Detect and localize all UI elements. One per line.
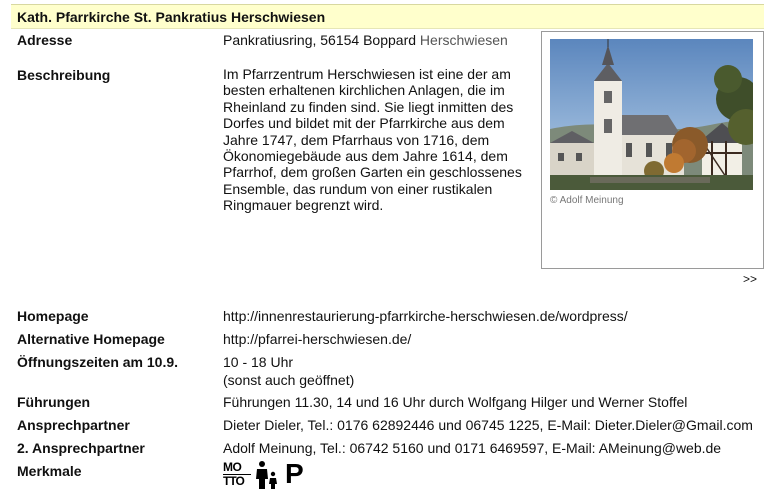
photo-copyright: © Adolf Meinung: [550, 195, 624, 206]
description-line: Ökonomiegebäude aus dem Jahre 1614, dem: [223, 148, 508, 165]
description-line: Ensemble, das rundum von einer rustikalen: [223, 180, 493, 197]
second-contact-value: Adolf Meinung, Tel.: 06742 5160 und 0171 6469597, E-Mail: AMeinung@web.de: [223, 440, 722, 456]
contact-value: Dieter Dieler, Tel.: 0176 62892446 und 06745 1225, E-Mail: Dieter.Dieler@Gmail.com: [223, 417, 753, 433]
address-value: [223, 32, 508, 48]
motto-icon-bottom: TTO: [223, 474, 244, 488]
description-label: Beschreibung: [17, 67, 111, 83]
description-line: besten erhaltenen kirchlichen Anlagen, die im: [223, 82, 505, 99]
tours-label: Führungen: [17, 394, 91, 410]
homepage-label: Homepage: [17, 308, 89, 324]
description-text: [223, 66, 528, 214]
title-bar: [11, 4, 764, 29]
address-district-link[interactable]: Herschwiesen: [419, 32, 508, 48]
motto-icon-top: MO: [223, 460, 242, 474]
second-contact-label: 2. Ansprechpartner: [17, 440, 145, 456]
opening-hours-value: 10 - 18 Uhr: [223, 354, 294, 370]
description-line: Pfarrhof, dem großen Garten ein geschlossenes: [223, 164, 522, 181]
alt-homepage-label: Alternative Homepage: [17, 331, 165, 347]
family-icon: [254, 461, 280, 489]
description-line: Im Pfarrzentrum Herschwiesen ist eine der am: [223, 66, 511, 82]
address-label: Adresse: [17, 32, 73, 48]
address-street: Pankratiusring, 56154 Boppard: [223, 32, 417, 48]
page-title: Kath. Pfarrkirche St. Pankratius Herschwiesen: [17, 9, 326, 25]
church-photo[interactable]: [550, 39, 753, 190]
more-photos-link[interactable]: >>: [743, 272, 758, 286]
tours-value: Führungen 11.30, 14 und 16 Uhr durch Wolfgang Hilger und Werner Stoffel: [223, 394, 688, 410]
alt-homepage-link[interactable]: http://pfarrei-herschwiesen.de/: [223, 331, 412, 347]
opening-hours-note: (sonst auch geöffnet): [223, 372, 355, 388]
opening-hours-label: Öffnungszeiten am 10.9.: [17, 354, 179, 370]
homepage-link[interactable]: http://innenrestaurierung-pfarrkirche-herschwiesen.de/wordpress/: [223, 308, 628, 324]
motto-icon: [223, 461, 253, 489]
parking-icon: P: [285, 458, 304, 489]
description-line: Ringmauer begrenzt wird.: [223, 197, 384, 214]
description-line: Rheinland zu finden sind. Sie liegt inmitten des: [223, 98, 514, 115]
description-line: Jahre 1747, dem Pfarrhaus von 1716, dem: [223, 131, 490, 148]
photo-frame: [541, 31, 764, 269]
description-line: Dorfes und bildet mit der Pfarrkirche aus dem: [223, 115, 505, 132]
features-label: Merkmale: [17, 463, 82, 479]
contact-label: Ansprechpartner: [17, 417, 130, 433]
